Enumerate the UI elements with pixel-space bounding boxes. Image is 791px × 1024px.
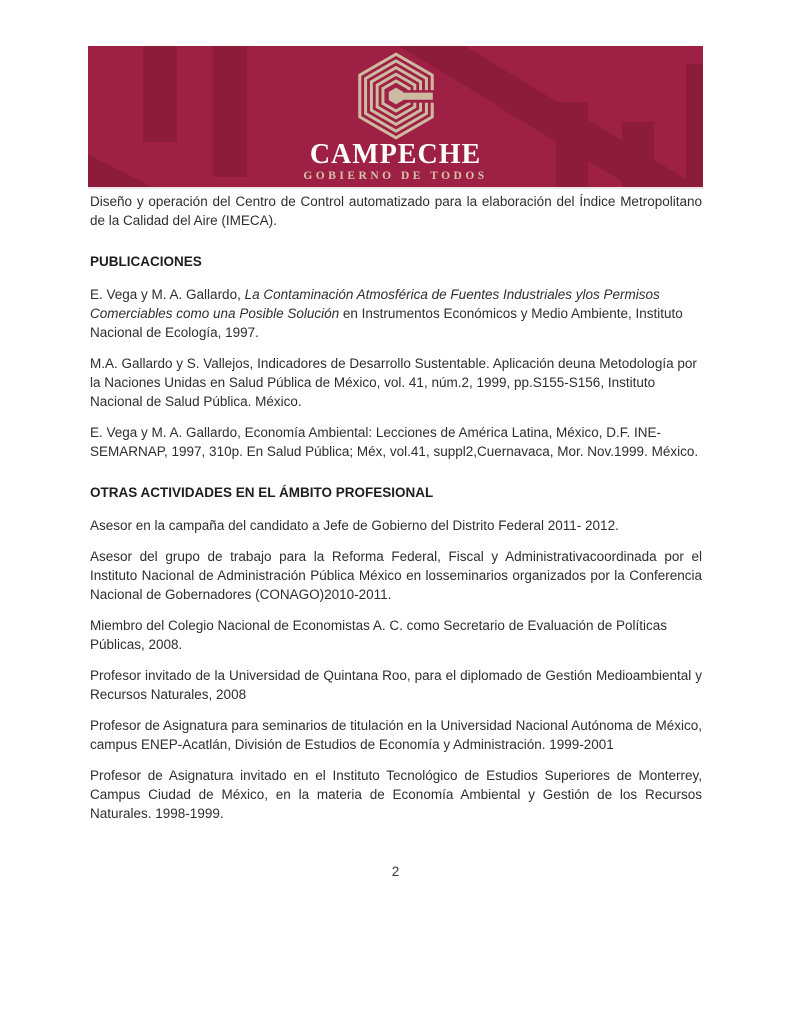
publication-item-2: M.A. Gallardo y S. Vallejos, Indicadores de Desarrollo Sustentable. Aplicación deuna Metodología por la Naciones Unidas en Salud Pública de México, vol. 41, núm.2, 1999, pp.S155-S156, Instituto Nacional de Salud Pública. México. bbox=[90, 356, 697, 409]
publication-item-1 bbox=[90, 285, 702, 342]
page-number: 2 bbox=[391, 864, 400, 879]
section-heading-publicaciones: PUBLICACIONES bbox=[90, 254, 202, 269]
activity-item-3: Miembro del Colegio Nacional de Economistas A. C. como Secretario de Evaluación de Políticas Públicas, 2008. bbox=[90, 618, 668, 652]
publication-title-italic: La Contaminación Atmosférica de Fuentes Industriales ylos Permisos Comerciables como una Posible Solución bbox=[90, 287, 660, 321]
activity-item-1: Asesor en la campaña del candidato a Jefe de Gobierno del Distrito Federal 2011- 2012. bbox=[90, 518, 619, 533]
campeche-hexagon-logo-icon bbox=[344, 50, 448, 142]
section-heading-otras-actividades: OTRAS ACTIVIDADES EN EL ÁMBITO PROFESIONAL bbox=[90, 485, 434, 500]
activity-item-2: Asesor del grupo de trabajo para la Reforma Federal, Fiscal y Administrativacoordinada por el Instituto Nacional de Administración Pública México en losseminarios organizados por la Conferencia Nacional de Gobernadores (CONAGO)2010-2011. bbox=[90, 549, 702, 602]
banner-subtitle: GOBIERNO DE TODOS bbox=[303, 170, 488, 182]
banner-title: CAMPECHE bbox=[309, 139, 482, 170]
banner-pattern-shape bbox=[143, 46, 177, 142]
publication-text: E. Vega y M. A. Gallardo, bbox=[90, 287, 245, 302]
activity-item-6: Profesor de Asignatura invitado en el Instituto Tecnológico de Estudios Superiores de Monterrey, Campus Ciudad de México, en la materia de Economía Ambiental y Gestión de los Recursos Naturales. 1998-1999. bbox=[90, 768, 702, 821]
intro-paragraph: Diseño y operación del Centro de Control automatizado para la elaboración del Índice Metropolitano de la Calidad del Aire (IMECA). bbox=[90, 194, 702, 228]
activity-item-4: Profesor invitado de la Universidad de Quintana Roo, para el diplomado de Gestión Medioambiental y Recursos Naturales, 2008 bbox=[90, 668, 702, 702]
publication-text: en Instrumentos Económicos y Medio Ambiente, Instituto Nacional de Ecología, 1997. bbox=[90, 306, 683, 340]
activity-item-5: Profesor de Asignatura para seminarios de titulación en la Universidad Nacional Autónoma de México, campus ENEP-Acatlán, División de Estudios de Economía y Administración. 1999-2001 bbox=[90, 718, 702, 752]
campeche-banner bbox=[88, 46, 703, 189]
document-body bbox=[90, 192, 702, 835]
publication-item-3: E. Vega y M. A. Gallardo, Economía Ambiental: Lecciones de América Latina, México, D.F. INE-SEMARNAP, 1997, 310p. En Salud Pública; Méx, vol.41, suppl2,Cuernavaca, Mor. Nov.1999. México. bbox=[90, 425, 699, 459]
page-footer bbox=[0, 864, 791, 879]
